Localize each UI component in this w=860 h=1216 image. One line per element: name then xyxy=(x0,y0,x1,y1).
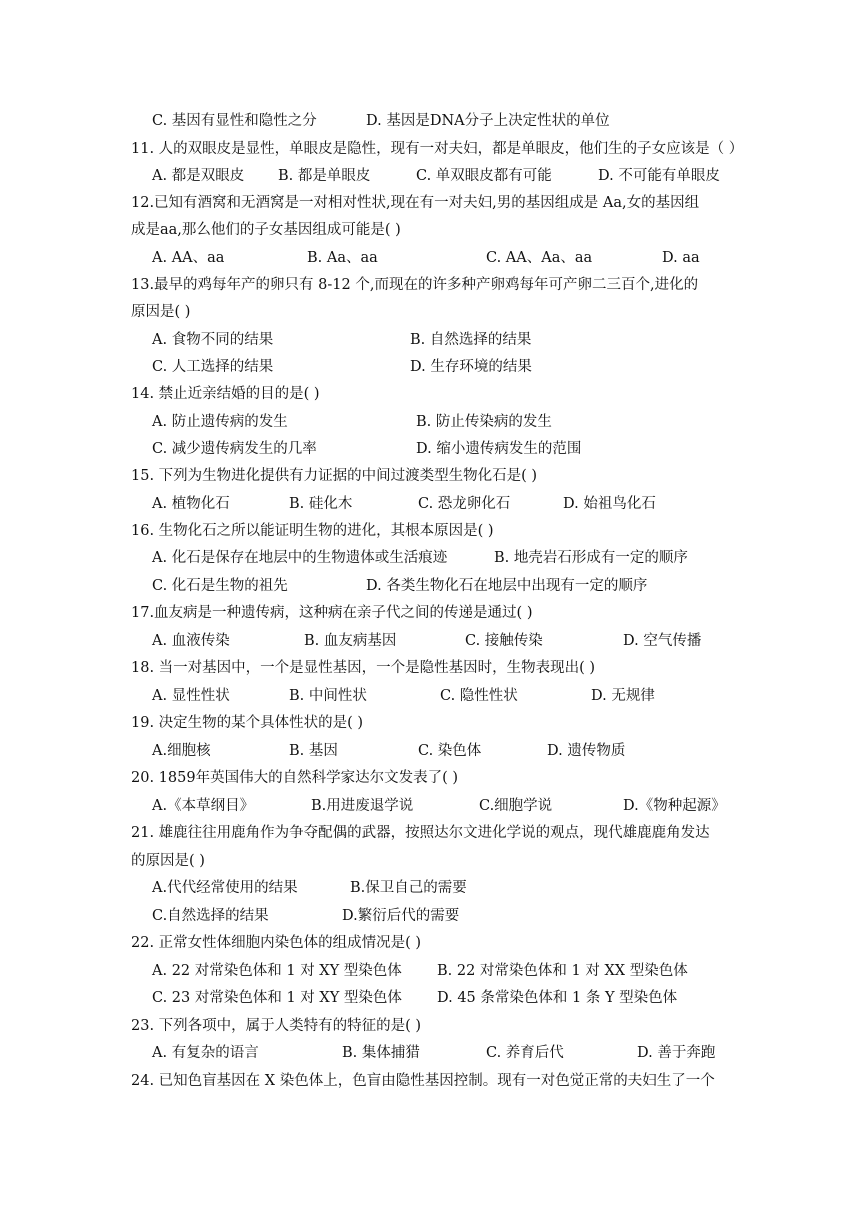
q17-option-b: B. 血友病基因 xyxy=(304,633,397,649)
q16-option-c: C. 化石是生物的祖先 xyxy=(152,578,288,594)
q19-option-d: D. 遗传物质 xyxy=(547,743,626,759)
q12-option-a: A. AA、aa xyxy=(152,250,225,266)
q23-option-a: A. 有复杂的语言 xyxy=(152,1045,259,1061)
q22-option-a: A. 22 对常染色体和 1 对 XY 型染色体 xyxy=(152,963,402,979)
q23-option-d: D. 善于奔跑 xyxy=(637,1045,716,1061)
q15-option-a: A. 植物化石 xyxy=(152,496,230,512)
q18-stem: 18. 当一对基因中，一个是显性基因，一个是隐性基因时，生物表现出( ) xyxy=(131,660,596,676)
q19-option-a: A.细胞核 xyxy=(152,743,211,759)
q21-option-d: D.繁衍后代的需要 xyxy=(342,908,460,924)
q12-stem-line2: 成是aa,那么他们的子女基因组成可能是( ) xyxy=(131,222,401,238)
q11-stem: 11. 人的双眼皮是显性，单眼皮是隐性，现有一对夫妇，都是单眼皮，他们生的子女应该是（ ） xyxy=(131,141,744,157)
q17-option-c: C. 接触传染 xyxy=(465,633,543,649)
q22-option-b: B. 22 对常染色体和 1 对 XX 型染色体 xyxy=(437,963,688,979)
q14-option-c: C. 减少遗传病发生的几率 xyxy=(152,441,317,457)
q15-stem: 15. 下列为生物进化提供有力证据的中间过渡类型生物化石是( ) xyxy=(131,468,538,484)
q12-stem-line1: 12.已知有酒窝和无酒窝是一对相对性状,现在有一对夫妇,男的基因组成是 Aa,女的基因组 xyxy=(131,195,700,211)
q10-option-d: D. 基因是DNA分子上决定性状的单位 xyxy=(366,113,610,129)
q14-stem: 14. 禁止近亲结婚的目的是( ) xyxy=(131,386,320,402)
q18-option-c: C. 隐性性状 xyxy=(440,688,518,704)
q22-stem: 22. 正常女性体细胞内染色体的组成情况是( ) xyxy=(131,935,422,951)
q19-stem: 19. 决定生物的某个具体性状的是( ) xyxy=(131,715,364,731)
q12-option-d: D. aa xyxy=(662,250,700,266)
q21-stem-line2: 的原因是( ) xyxy=(131,853,205,869)
q21-option-c: C.自然选择的结果 xyxy=(152,908,269,924)
q13-stem-line2: 原因是( ) xyxy=(131,304,191,320)
q10-option-c: C. 基因有显性和隐性之分 xyxy=(152,113,317,129)
q15-option-d: D. 始祖鸟化石 xyxy=(563,496,656,512)
q21-option-a: A.代代经常使用的结果 xyxy=(152,880,298,896)
q12-option-b: B. Aa、aa xyxy=(307,250,378,266)
q11-option-b: B. 都是单眼皮 xyxy=(278,168,371,184)
q20-option-c: C.细胞学说 xyxy=(479,798,553,814)
q13-option-b: B. 自然选择的结果 xyxy=(410,332,532,348)
q16-stem: 16. 生物化石之所以能证明生物的进化，其根本原因是( ) xyxy=(131,523,494,539)
q20-stem: 20. 1859年英国伟大的自然科学家达尔文发表了( ) xyxy=(131,770,458,786)
q17-option-a: A. 血液传染 xyxy=(152,633,230,649)
q22-option-d: D. 45 条常染色体和 1 条 Y 型染色体 xyxy=(437,990,678,1006)
q13-stem-line1: 13.最早的鸡每年产的卵只有 8-12 个,而现在的许多种产卵鸡每年可产卵二三百个,进化的 xyxy=(131,277,699,293)
q16-option-d: D. 各类生物化石在地层中出现有一定的顺序 xyxy=(366,578,648,594)
q13-option-d: D. 生存环境的结果 xyxy=(410,359,532,375)
q22-option-c: C. 23 对常染色体和 1 对 XY 型染色体 xyxy=(152,990,402,1006)
q17-stem: 17.血友病是一种遗传病，这种病在亲子代之间的传递是通过( ) xyxy=(131,605,533,621)
q20-option-d: D.《物种起源》 xyxy=(623,798,726,814)
q20-option-a: A.《本草纲目》 xyxy=(152,798,255,814)
q13-option-a: A. 食物不同的结果 xyxy=(152,332,274,348)
q14-option-b: B. 防止传染病的发生 xyxy=(416,414,552,430)
q23-option-b: B. 集体捕猎 xyxy=(342,1045,420,1061)
q21-option-b: B.保卫自己的需要 xyxy=(350,880,467,896)
q17-option-d: D. 空气传播 xyxy=(623,633,702,649)
q15-option-c: C. 恐龙卵化石 xyxy=(418,496,511,512)
q16-option-a: A. 化石是保存在地层中的生物遗体或生活痕迹 xyxy=(152,550,448,566)
q15-option-b: B. 硅化木 xyxy=(289,496,353,512)
q20-option-b: B.用进废退学说 xyxy=(311,798,414,814)
q18-option-a: A. 显性性状 xyxy=(152,688,230,704)
q18-option-d: D. 无规律 xyxy=(591,688,655,704)
q11-option-d: D. 不可能有单眼皮 xyxy=(598,168,720,184)
q23-stem: 23. 下列各项中，属于人类特有的特征的是( ) xyxy=(131,1018,422,1034)
q18-option-b: B. 中间性状 xyxy=(289,688,367,704)
q14-option-a: A. 防止遗传病的发生 xyxy=(152,414,288,430)
q11-option-c: C. 单双眼皮都有可能 xyxy=(416,168,552,184)
q13-option-c: C. 人工选择的结果 xyxy=(152,359,274,375)
q19-option-b: B. 基因 xyxy=(289,743,338,759)
q23-option-c: C. 养育后代 xyxy=(486,1045,564,1061)
q21-stem-line1: 21. 雄鹿往往用鹿角作为争夺配偶的武器，按照达尔文进化学说的观点，现代雄鹿鹿角发达 xyxy=(131,825,710,841)
q19-option-c: C. 染色体 xyxy=(418,743,482,759)
q14-option-d: D. 缩小遗传病发生的范围 xyxy=(416,441,582,457)
q12-option-c: C. AA、Aa、aa xyxy=(486,250,593,266)
q24-stem-line1: 24. 已知色盲基因在 X 染色体上，色盲由隐性基因控制。现有一对色觉正常的夫妇生了一个 xyxy=(131,1073,715,1089)
q11-option-a: A. 都是双眼皮 xyxy=(152,168,245,184)
q16-option-b: B. 地壳岩石形成有一定的顺序 xyxy=(494,550,688,566)
